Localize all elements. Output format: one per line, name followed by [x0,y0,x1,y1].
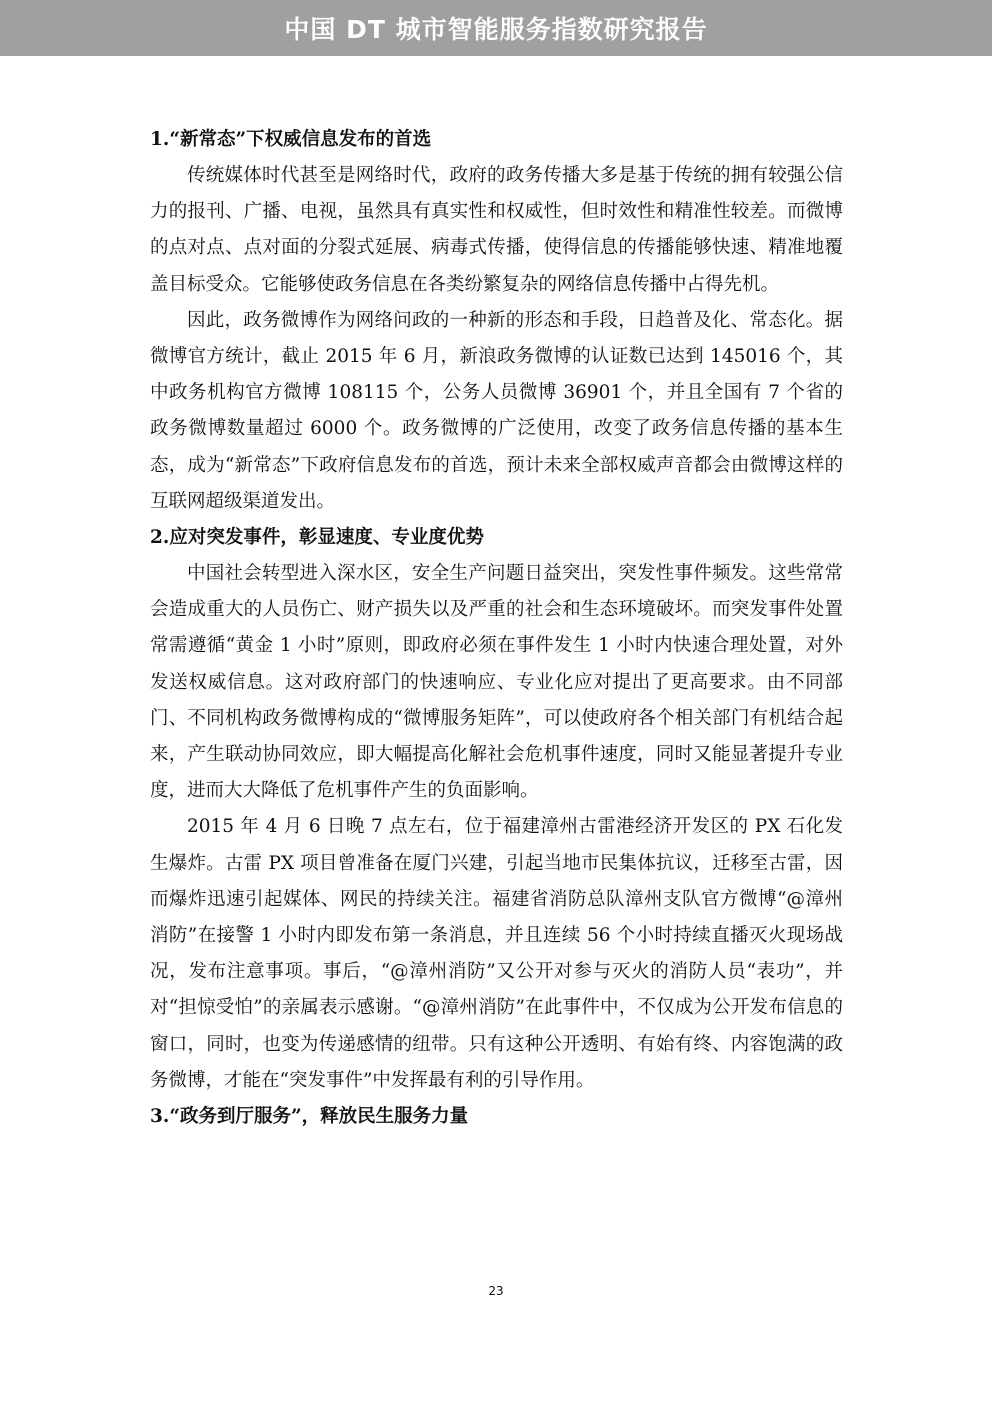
section-heading-3: 3.“政务到厅服务”，释放民生服务力量 [150,1106,469,1128]
page-number: 23 [488,1284,504,1298]
report-header-banner [0,0,992,56]
paragraph: 2015 年 4 月 6 日晚 7 点左右，位于福建漳州古雷港经济开发区的 PX 石化发生爆炸。古雷 PX 项目曾准备在厦门兴建，引起当地市民集体抗议，迁移至古雷，因而爆炸迅速引起媒体、网民的持续关注。福建省消防总队漳州支队官方微博“@漳州消防”在接警 1 小时内即发布第一条消息，并且连续 56 个小时持续直播灭火现场战况，发布注意事项。事后，“@漳州消防”又公开对参与灭火的消防人员“表功”，并对“担惊受怕”的亲属表示感谢。“@漳州消防”在此事件中，不仅成为公开发布信息的窗口，同时，也变为传递感情的纽带。只有这种公开透明、有始有终、内容饱满的政务微博，才能在“突发事件”中发挥最有利的引导作用。 [150,816,843,1091]
paragraph: 传统媒体时代甚至是网络时代，政府的政务传播大多是基于传统的拥有较强公信力的报刊、广播、电视，虽然具有真实性和权威性，但时效性和精准性较差。而微博的点对点、点对面的分裂式延展、病毒式传播，使得信息的传播能够快速、精准地覆盖目标受众。它能够使政务信息在各类纷繁复杂的网络信息传播中占得先机。 [150,165,843,295]
document-body [150,122,843,1135]
section-heading-2: 2.应对突发事件，彰显速度、专业度优势 [150,527,484,549]
paragraph: 因此，政务微博作为网络问政的一种新的形态和手段，日趋普及化、常态化。据微博官方统计，截止 2015 年 6 月，新浪政务微博的认证数已达到 145016 个，其中政务机构官方微博 108115 个，公务人员微博 36901 个，并且全国有 7 个省的政务微博数量超过 6000 个。政务微博的广泛使用，改变了政务信息传播的基本生态，成为“新常态”下政府信息发布的首选，预计未来全部权威声音都会由微博这样的互联网超级渠道发出。 [150,309,843,512]
paragraph: 中国社会转型进入深水区，安全生产问题日益突出，突发性事件频发。这些常常会造成重大的人员伤亡、财产损失以及严重的社会和生态环境破坏。而突发事件处置常需遵循“黄金 1 小时”原则，即政府必须在事件发生 1 小时内快速合理处置，对外发送权威信息。这对政府部门的快速响应、专业化应对提出了更高要求。由不同部门、不同机构政务微博构成的“微博服务矩阵”，可以使政府各个相关部门有机结合起来，产生联动协同效应，即大幅提高化解社会危机事件速度，同时又能显著提升专业度，进而大大降低了危机事件产生的负面影响。 [150,563,843,802]
report-title: 中国 DT 城市智能服务指数研究报告 [284,15,708,44]
section-heading-1: 1.“新常态”下权威信息发布的首选 [150,129,432,150]
